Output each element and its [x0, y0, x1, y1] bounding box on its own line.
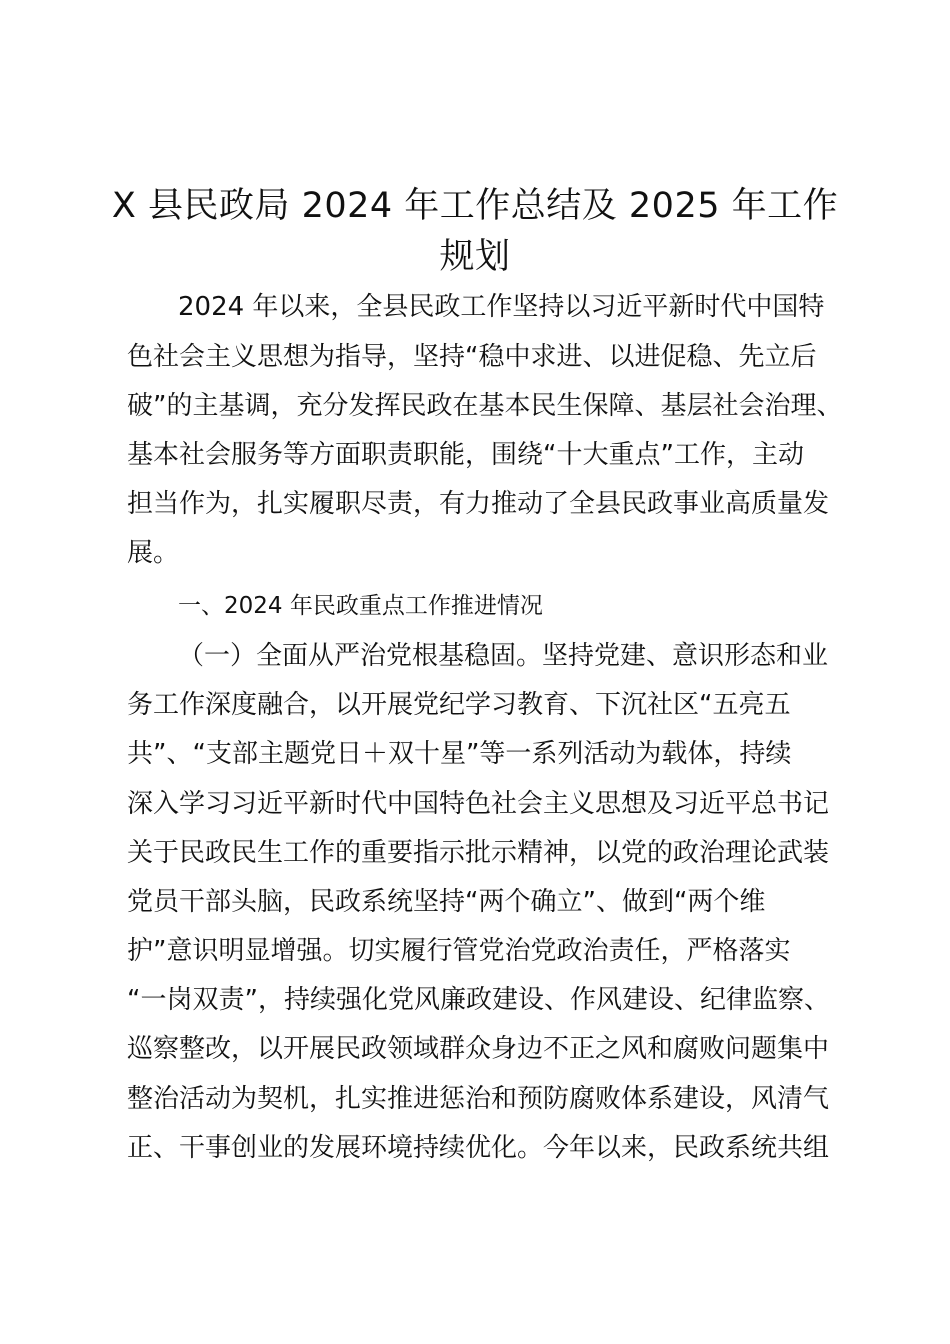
subsection-line: 关于民政民生工作的重要指示批示精神，以党的政治理论武装: [127, 838, 830, 868]
document-title-line-2: 规划: [439, 237, 511, 277]
subsection-line: 巡察整改，以开展民政领域群众身边不正之风和腐败问题集中: [127, 1034, 830, 1064]
intro-line: 基本社会服务等方面职责职能，围绕“十大重点”工作，主动: [127, 440, 804, 470]
subsection-line: “一岗双责”，持续强化党风廉政建设、作风建设、纪律监察、: [127, 985, 830, 1015]
subsection-line: 党员干部头脑，民政系统坚持“两个确立”、做到“两个维: [127, 887, 766, 917]
subsection-line: 正、干事创业的发展环境持续优化。今年以来，民政系统共组: [127, 1133, 830, 1163]
subsection-line: （一）全面从严治党根基稳固。坚持党建、意识形态和业: [178, 641, 829, 671]
document-title-line-1: X 县民政局 2024 年工作总结及 2025 年工作: [111, 186, 839, 226]
intro-line: 展。: [127, 538, 180, 568]
subsection-line: 整治活动为契机，扎实推进惩治和预防腐败体系建设，风清气: [127, 1084, 830, 1114]
intro-line: 破”的主基调，充分发挥民政在基本民生保障、基层社会治理、: [127, 391, 843, 421]
intro-line: 色社会主义思想为指导，坚持“稳中求进、以进促稳、先立后: [127, 342, 817, 372]
section-heading: 一、2024 年民政重点工作推进情况: [178, 593, 543, 619]
subsection-line: 护”意识明显增强。切实履行管党治党政治责任，严格落实: [127, 936, 791, 966]
subsection-line: 共”、“支部主题党日＋双十星”等一系列活动为载体，持续: [127, 739, 792, 769]
subsection-line: 务工作深度融合，以开展党纪学习教育、下沉社区“五亮五: [127, 690, 791, 720]
subsection-line: 深入学习习近平新时代中国特色社会主义思想及习近平总书记: [127, 789, 830, 819]
intro-line: 2024 年以来，全县民政工作坚持以习近平新时代中国特: [178, 292, 825, 322]
intro-line: 担当作为，扎实履职尽责，有力推动了全县民政事业高质量发: [127, 489, 830, 519]
